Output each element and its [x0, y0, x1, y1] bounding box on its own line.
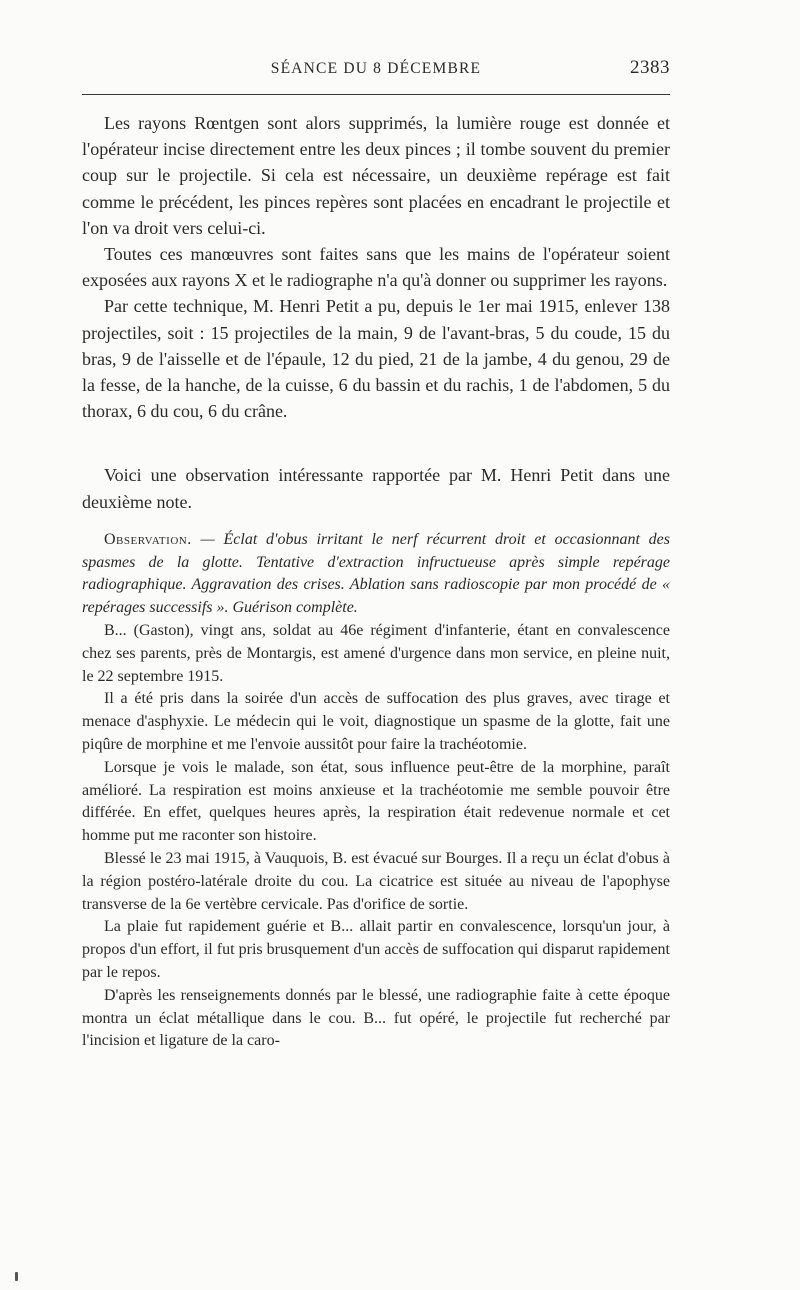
observation-paragraph-1: B... (Gaston), vingt ans, soldat au 46e régiment d'infanterie, étant en convalescence chez ses parents, près de Montargis, est amené d'urgence dans mon service, en pleine nuit, le 22 septembre 1915. [82, 622, 670, 685]
header-rule [82, 94, 670, 95]
paragraph-2: Toutes ces manœuvres sont faites sans que les mains de l'opérateur soient exposées aux rayons X et le radiographe n'a qu'à donner ou supprimer les rayons. [82, 244, 670, 291]
paragraph-1: Les rayons Rœntgen sont alors supprimés, la lumière rouge est donnée et l'opérateur incise directement entre les deux pinces ; il tombe souvent du premier coup sur le projectile. Si cela est nécessaire, un deuxième repérage est fait comme le précédent, les pinces repères sont placées en encadrant le projectile et l'on va droit vers celui-ci. [82, 113, 670, 238]
observation-title: — Éclat d'obus irritant le nerf récurrent droit et occasionnant des spasmes de la glotte. Tentative d'extraction infructueuse après simple repérage radiographique. Aggravation des crises. Ablation sans radioscopie par mon procédé de « repérages successifs ». Guérison complète. [82, 530, 670, 617]
observation-paragraph-4: Blessé le 23 mai 1915, à Vauquois, B. est évacué sur Bourges. Il a reçu un éclat d'obus à la région postéro-latérale droite du cou. La cicatrice est située au niveau de l'apophyse transverse de la 6e vertèbre cervicale. Pas d'orifice de sortie. [82, 850, 670, 913]
observation-paragraph-6: D'après les renseignements donnés par le blessé, une radiographie faite à cette époque montra un éclat métallique dans le cou. B... fut opéré, le projectile fut recherché par l'incision et ligature de la caro- [82, 986, 670, 1050]
observation-heading [82, 529, 670, 620]
observation-paragraph-2: Il a été pris dans la soirée d'un accès de suffocation des plus graves, avec tirage et menace d'asphyxie. Le médecin qui le voit, diagnostique un spasme de la glotte, fait une piqûre de morphine et me l'envoie aussitôt pour faire la trachéotomie. [82, 690, 670, 754]
margin-mark [15, 1272, 18, 1281]
paragraph-3: Par cette technique, M. Henri Petit a pu, depuis le 1er mai 1915, enlever 138 projectiles, soit : 15 projectiles de la main, 9 de l'avant-bras, 5 du coude, 15 du bras, 9 de l'aisselle et de l'épaule, 12 du pied, 21 de la jambe, 4 du genou, 29 de la fesse, de la hanche, de la cuisse, 6 du bassin et du rachis, 1 de l'abdomen, 5 du thorax, 6 du cou, 6 du crâne. [82, 296, 670, 422]
page-number: 2383 [630, 57, 670, 78]
observation-paragraph-3: Lorsque je vois le malade, son état, sous influence peut-être de la morphine, paraît amélioré. La respiration est moins anxieuse et la trachéotomie me semble pouvoir être différée. En effet, quelques heures après, la respiration était redevenue normale et cet homme put me raconter son histoire. [82, 758, 670, 845]
observation-label: Observation. [104, 530, 192, 548]
page-header [82, 54, 670, 90]
body-text [82, 110, 670, 1053]
observation-paragraph-5: La plaie fut rapidement guérie et B... allait partir en convalescence, lorsqu'un jour, à propos d'un effort, il fut pris brusquement d'un accès de suffocation qui disparut rapidement par le repos. [82, 918, 670, 981]
paragraph-4: Voici une observation intéressante rapportée par M. Henri Petit dans une deuxième note. [82, 465, 670, 512]
section-spacer [82, 424, 670, 462]
running-title: SÉANCE DU 8 DÉCEMBRE [270, 60, 482, 77]
section-spacer-small [82, 515, 670, 529]
